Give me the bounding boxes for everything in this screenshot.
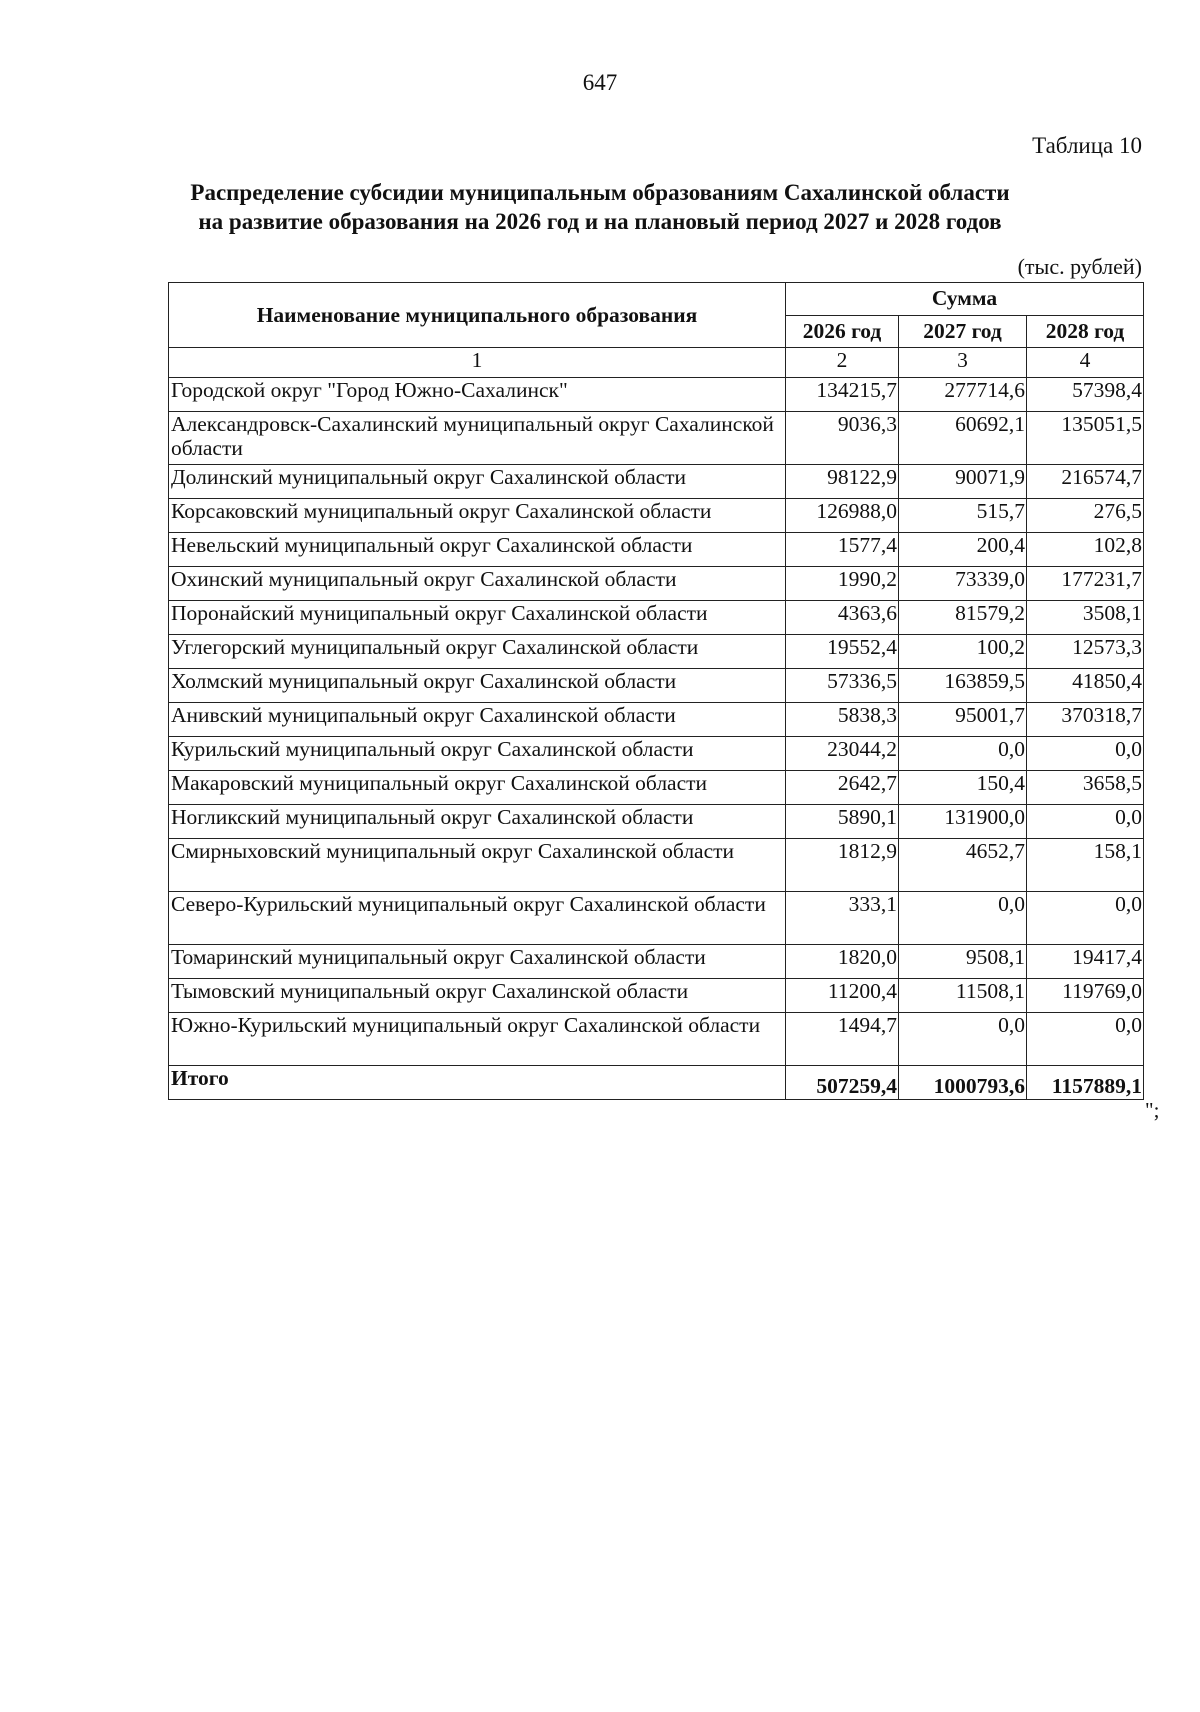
value-2026: 98122,9 — [786, 465, 899, 499]
value-2026: 1820,0 — [786, 945, 899, 979]
value-2028: 216574,7 — [1027, 465, 1144, 499]
value-2026: 5890,1 — [786, 805, 899, 839]
table-row — [169, 945, 1144, 979]
table-row — [169, 465, 1144, 499]
value-2027: 95001,7 — [899, 703, 1027, 737]
municipality-name: Поронайский муниципальный округ Сахалинской области — [169, 601, 786, 635]
header-year-2028: 2028 год — [1027, 315, 1144, 348]
value-2026: 1990,2 — [786, 567, 899, 601]
value-2028: 370318,7 — [1027, 703, 1144, 737]
column-number: 2 — [786, 348, 899, 378]
value-2026: 11200,4 — [786, 979, 899, 1013]
table-row — [169, 635, 1144, 669]
table-row — [169, 1013, 1144, 1066]
value-2026: 23044,2 — [786, 737, 899, 771]
value-2027: 163859,5 — [899, 669, 1027, 703]
value-2026: 19552,4 — [786, 635, 899, 669]
value-2026: 134215,7 — [786, 378, 899, 412]
municipality-name: Курильский муниципальный округ Сахалинской области — [169, 737, 786, 771]
value-2028: 135051,5 — [1027, 412, 1144, 465]
municipality-name: Ногликский муниципальный округ Сахалинской области — [169, 805, 786, 839]
municipality-name: Охинский муниципальный округ Сахалинской области — [169, 567, 786, 601]
value-2028: 19417,4 — [1027, 945, 1144, 979]
value-2027: 515,7 — [899, 499, 1027, 533]
municipality-name: Макаровский муниципальный округ Сахалинской области — [169, 771, 786, 805]
municipality-name: Холмский муниципальный округ Сахалинской области — [169, 669, 786, 703]
value-2027: 9508,1 — [899, 945, 1027, 979]
value-2027: 81579,2 — [899, 601, 1027, 635]
table-row — [169, 378, 1144, 412]
total-2027: 1000793,6 — [899, 1066, 1027, 1100]
value-2028: 57398,4 — [1027, 378, 1144, 412]
page-number: 647 — [582, 70, 618, 95]
table-row — [169, 669, 1144, 703]
value-2028: 0,0 — [1027, 805, 1144, 839]
value-2028: 158,1 — [1027, 839, 1144, 892]
value-2027: 60692,1 — [899, 412, 1027, 465]
value-2028: 119769,0 — [1027, 979, 1144, 1013]
value-2027: 73339,0 — [899, 567, 1027, 601]
header-year-2027: 2027 год — [899, 315, 1027, 348]
header-name: Наименование муниципального образования — [169, 283, 786, 348]
municipality-name: Северо-Курильский муниципальный округ Сахалинской области — [169, 892, 786, 945]
value-2026: 5838,3 — [786, 703, 899, 737]
subsidy-table — [168, 282, 1144, 1100]
table-label: Таблица 10 — [1032, 133, 1142, 158]
value-2027: 0,0 — [899, 1013, 1027, 1066]
municipality-name: Смирныховский муниципальный округ Сахалинской области — [169, 839, 786, 892]
header-year-2026: 2026 год — [786, 315, 899, 348]
value-2027: 11508,1 — [899, 979, 1027, 1013]
table-row — [169, 601, 1144, 635]
column-numbers-row — [169, 348, 1144, 378]
value-2028: 177231,7 — [1027, 567, 1144, 601]
table-row — [169, 805, 1144, 839]
municipality-name: Александровск-Сахалинский муниципальный округ Сахалинской области — [169, 412, 786, 465]
value-2028: 0,0 — [1027, 737, 1144, 771]
units-label: (тыс. рублей) — [1017, 254, 1142, 279]
closing-quote-mark: "; — [1145, 1098, 1160, 1122]
value-2027: 90071,9 — [899, 465, 1027, 499]
title-line: Распределение субсидии муниципальным образованиям Сахалинской области — [190, 180, 1010, 205]
value-2027: 150,4 — [899, 771, 1027, 805]
value-2027: 4652,7 — [899, 839, 1027, 892]
value-2028: 41850,4 — [1027, 669, 1144, 703]
value-2028: 3508,1 — [1027, 601, 1144, 635]
table-row — [169, 412, 1144, 465]
table-row — [169, 703, 1144, 737]
value-2026: 1812,9 — [786, 839, 899, 892]
value-2026: 9036,3 — [786, 412, 899, 465]
total-2028: 1157889,1 — [1027, 1066, 1144, 1100]
value-2026: 1494,7 — [786, 1013, 899, 1066]
value-2028: 0,0 — [1027, 892, 1144, 945]
table-row — [169, 499, 1144, 533]
table-row — [169, 979, 1144, 1013]
value-2026: 57336,5 — [786, 669, 899, 703]
municipality-name: Южно-Курильский муниципальный округ Сахалинской области — [169, 1013, 786, 1066]
value-2028: 0,0 — [1027, 1013, 1144, 1066]
table-row — [169, 839, 1144, 892]
value-2026: 126988,0 — [786, 499, 899, 533]
municipality-name: Анивский муниципальный округ Сахалинской области — [169, 703, 786, 737]
total-label: Итого — [169, 1066, 786, 1100]
value-2027: 0,0 — [899, 892, 1027, 945]
municipality-name: Корсаковский муниципальный округ Сахалинской области — [169, 499, 786, 533]
column-number: 3 — [899, 348, 1027, 378]
column-number: 1 — [169, 348, 786, 378]
document-title — [0, 178, 1200, 236]
header-sum: Сумма — [786, 283, 1144, 316]
value-2027: 0,0 — [899, 737, 1027, 771]
value-2027: 200,4 — [899, 533, 1027, 567]
title-line: на развитие образования на 2026 год и на плановый период 2027 и 2028 годов — [198, 209, 1002, 234]
value-2026: 2642,7 — [786, 771, 899, 805]
municipality-name: Долинский муниципальный округ Сахалинской области — [169, 465, 786, 499]
municipality-name: Томаринский муниципальный округ Сахалинской области — [169, 945, 786, 979]
value-2026: 333,1 — [786, 892, 899, 945]
column-number: 4 — [1027, 348, 1144, 378]
table-row — [169, 892, 1144, 945]
value-2028: 102,8 — [1027, 533, 1144, 567]
value-2028: 12573,3 — [1027, 635, 1144, 669]
total-2026: 507259,4 — [786, 1066, 899, 1100]
municipality-name: Углегорский муниципальный округ Сахалинской области — [169, 635, 786, 669]
table-row — [169, 567, 1144, 601]
municipality-name: Невельский муниципальный округ Сахалинской области — [169, 533, 786, 567]
value-2028: 3658,5 — [1027, 771, 1144, 805]
value-2027: 131900,0 — [899, 805, 1027, 839]
total-row — [169, 1066, 1144, 1100]
value-2026: 4363,6 — [786, 601, 899, 635]
municipality-name: Городской округ "Город Южно-Сахалинск" — [169, 378, 786, 412]
value-2027: 100,2 — [899, 635, 1027, 669]
value-2026: 1577,4 — [786, 533, 899, 567]
table-row — [169, 533, 1144, 567]
table-row — [169, 771, 1144, 805]
municipality-name: Тымовский муниципальный округ Сахалинской области — [169, 979, 786, 1013]
table-row — [169, 737, 1144, 771]
value-2028: 276,5 — [1027, 499, 1144, 533]
value-2027: 277714,6 — [899, 378, 1027, 412]
